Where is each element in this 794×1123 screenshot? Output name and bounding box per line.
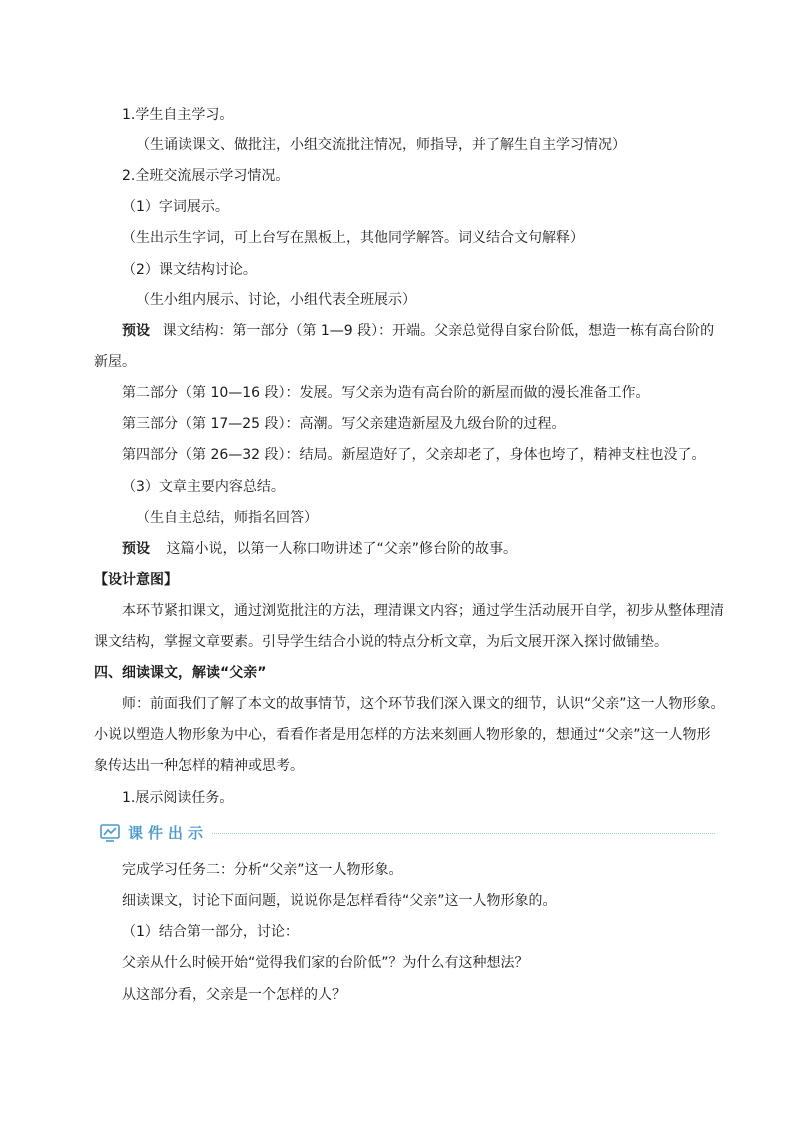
text-line: 完成学习任务二：分析“父亲”这一人物形象。 <box>122 862 403 878</box>
text-line: （2）课文结构讨论。 <box>122 262 257 278</box>
preset-label: 预设 <box>122 541 150 557</box>
text-line: 第二部分（第 10—16 段）：发展。写父亲为造有高台阶的新屋而做的漫长准备工作。 <box>122 385 650 401</box>
text-line: 象传达出一种怎样的精神或思考。 <box>94 758 304 774</box>
text-line: 第四部分（第 26—32 段）：结局。新屋造好了，父亲却老了，身体也垮了，精神支柱也没了。 <box>122 447 706 463</box>
text-line: 第三部分（第 17—25 段）：高潮。写父亲建造新屋及九级台阶的过程。 <box>122 416 566 432</box>
preset-text: 这篇小说，以第一人称口吻讲述了“父亲”修台阶的故事。 <box>166 541 517 557</box>
text-line: 2.全班交流展示学习情况。 <box>122 168 290 184</box>
text-line: （3）文章主要内容总结。 <box>122 479 285 495</box>
preset-label: 预设 <box>122 323 150 339</box>
text-line: （1）字词展示。 <box>122 199 229 215</box>
paragraph-preset <box>122 539 517 559</box>
text-line: 新屋。 <box>94 354 136 370</box>
text-line: 课文结构，掌握文章要素。引导学生结合小说的特点分析文章，为后文展开深入探讨做铺垫。 <box>94 634 668 650</box>
text-line: 1.展示阅读任务。 <box>122 790 234 806</box>
courseware-title: 课件出示 <box>128 824 209 842</box>
header-divider <box>212 833 715 834</box>
text-line: （生小组内展示、讨论，小组代表全班展示） <box>136 292 416 308</box>
text-line: 小说以塑造人物形象为中心，看看作者是用怎样的方法来刻画人物形象的，想通过“父亲”这一人物形 <box>94 727 711 743</box>
text-line: 本环节紧扣课文，通过浏览批注的方法，理清课文内容；通过学生活动展开自学，初步从整体理清 <box>122 603 724 619</box>
text-line: 师：前面我们了解了本文的故事情节，这个环节我们深入课文的细节，认识“父亲”这一人物形象。 <box>122 696 725 712</box>
paragraph-preset <box>122 321 714 341</box>
text-line: （1）结合第一部分，讨论： <box>122 924 299 940</box>
text-line: （生诵读课文、做批注，小组交流批注情况，师指导，并了解生自主学习情况） <box>136 137 626 153</box>
text-line: 细读课文，讨论下面问题，说说你是怎样看待“父亲”这一人物形象的。 <box>122 893 557 909</box>
preset-text: 课文结构：第一部分（第 1—9 段）：开端。父亲总觉得自家台阶低，想造一栋有高台阶的 <box>162 323 715 339</box>
text-line: （生出示生字词，可上台写在黑板上，其他同学解答。词义结合文句解释） <box>122 230 584 246</box>
courseware-header <box>100 822 715 844</box>
text-line: 从这部分看，父亲是一个怎样的人？ <box>122 987 346 1003</box>
chart-card-icon <box>100 824 120 842</box>
text-line: （生自主总结，师指名回答） <box>136 510 318 526</box>
section-heading: 四、细读课文，解读“父亲” <box>94 665 267 681</box>
design-intent-heading: 【设计意图】 <box>94 572 178 588</box>
text-line: 1.学生自主学习。 <box>122 107 234 123</box>
text-line: 父亲从什么时候开始“觉得我们家的台阶低”？为什么有这种想法？ <box>122 955 529 971</box>
